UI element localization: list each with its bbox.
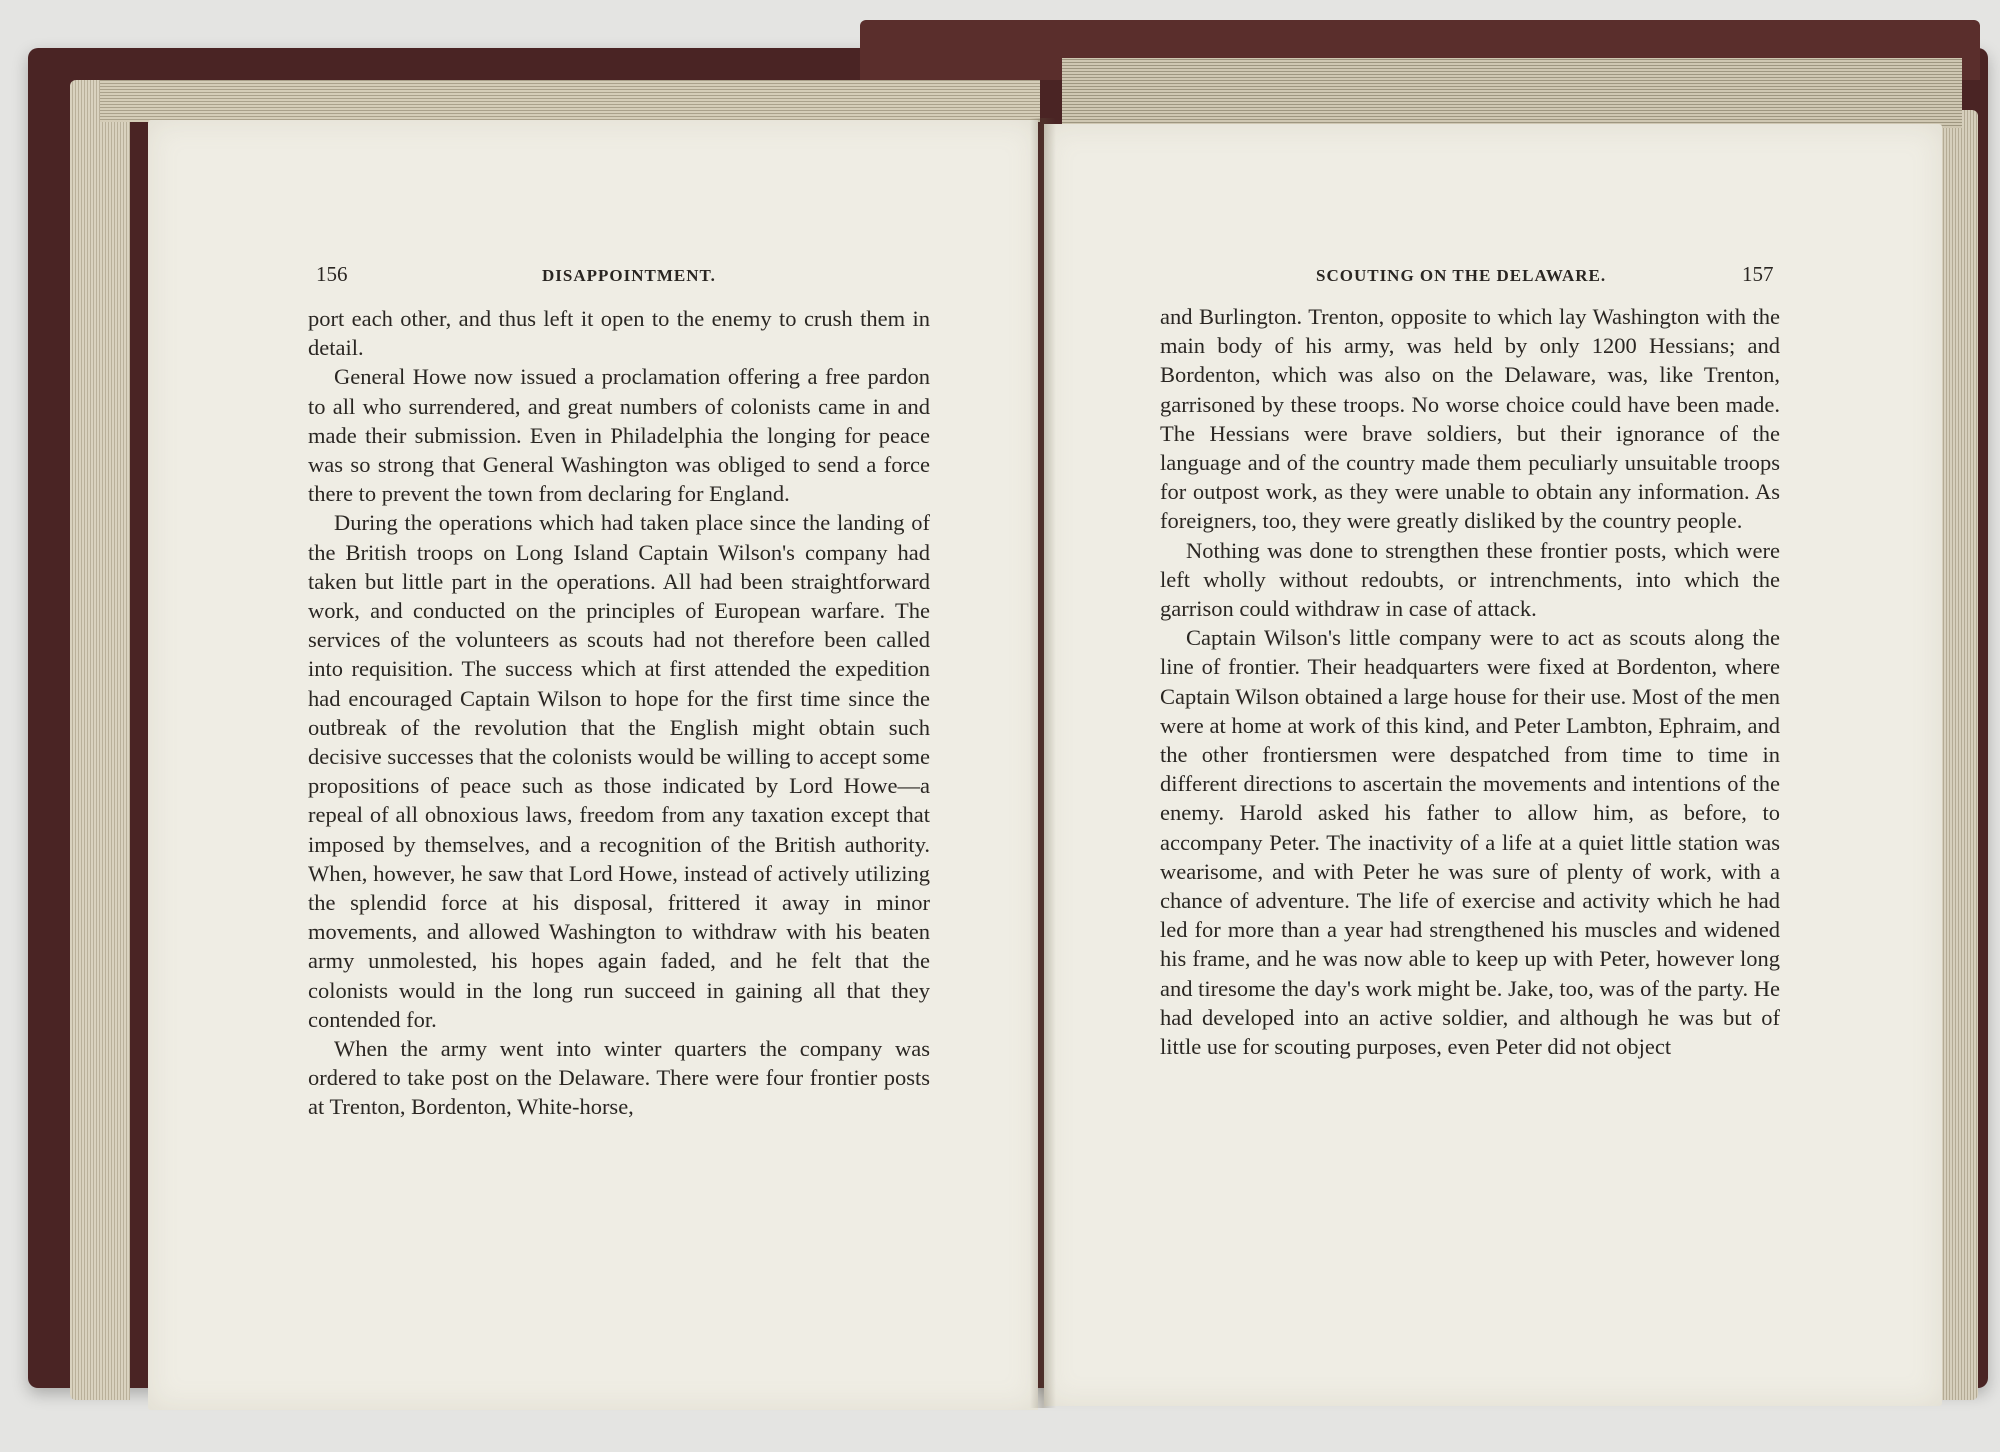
paragraph: and Burlington. Trenton, opposite to which lay Washington with the main body of his army, was held by only 1200 Hessians; and Bordenton, which was also on the Delaware, was, like Trenton, garrisoned by these troops. No worse choice could have been made. The Hessians were brave soldiers, but their ignorance of the language and of the country made them peculiarly unsuitable troops for outpost work, as they were unable to obtain any information. As foreigners, too, they were greatly disliked by the country people. (1160, 304, 1780, 534)
left-page-body (308, 304, 930, 1122)
paragraph: Captain Wilson's little company were to act as scouts along the line of frontier. Their headquarters were fixed at Bordenton, where Captain Wilson obtained a large house for their use. Most of the men were at home at work of this kind, and Peter Lambton, Ephraim, and the other frontiersmen were despatched from time to time in different directions to ascertain the movements and intentions of the enemy. Harold asked his father to allow him, as before, to accompany Peter. The inactivity of a life at a quiet little station was wearisome, and with Peter he was sure of plenty of work, with a chance of adventure. The life of exercise and activity which he had led for more than a year had strengthened his muscles and widened his frame, and he was now able to keep up with Peter, however long and tiresome the day's work might be. Jake, too, was of the party. He had developed into an active soldier, and although he was but of little use for scouting purposes, even Peter did not object (1160, 625, 1781, 1060)
paragraph: General Howe now issued a proclamation offering a free pardon to all who surrendered, and great numbers of colonists came in and made their submission. Even in Philadelphia the longing for peace was so strong that General Washington was obliged to send a force there to prevent the town from declaring for England. (308, 364, 930, 507)
page-edges-left (70, 80, 130, 1400)
paragraph: During the operations which had taken place since the landing of the British troops on Long Island Captain Wilson's company had taken but little part in the operations. All had been straightforward work, and conducted on the principles of European warfare. The services of the volunteers as scouts had not therefore been called into requisition. The success which at first attended the expedition had encouraged Captain Wilson to hope for the first time since the outbreak of the revolution that the English might obtain such decisive successes that the colonists would be willing to accept some propositions of peace such as those indicated by Lord Howe—a repeal of all obnoxious laws, freedom from any taxation except that imposed by themselves, and a recognition of the British authority. When, however, he saw that Lord Howe, instead of actively utilizing the splendid force at his disposal, frittered it away in minor movements, and allowed Washington to withdraw with his beaten army unmolested, his hopes again faded, and he felt that the colonists would in the long run succeed in gaining all that they contended for. (308, 510, 930, 1032)
page-edges-top-right (1062, 58, 1962, 128)
paragraph: Nothing was done to strengthen these frontier posts, which were left wholly without redoubts, or intrenchments, into which the garrison could withdraw in case of attack. (1160, 537, 1780, 622)
left-page-number: 156 (316, 262, 348, 286)
paragraph: port each other, and thus left it open to the enemy to crush them in detail. (308, 306, 930, 361)
page-edges-top-left (100, 80, 1040, 122)
book-gutter (1030, 118, 1056, 1408)
right-page-number: 157 (1742, 262, 1774, 286)
left-running-head: DISAPPOINTMENT. (542, 266, 716, 285)
right-running-head: SCOUTING ON THE DELAWARE. (1316, 266, 1607, 285)
paragraph: When the army went into winter quarters the company was ordered to take post on the Delaware. There were four frontier posts at Trenton, Bordenton, White-horse, (308, 1036, 930, 1120)
right-page-body (1160, 302, 1780, 1061)
